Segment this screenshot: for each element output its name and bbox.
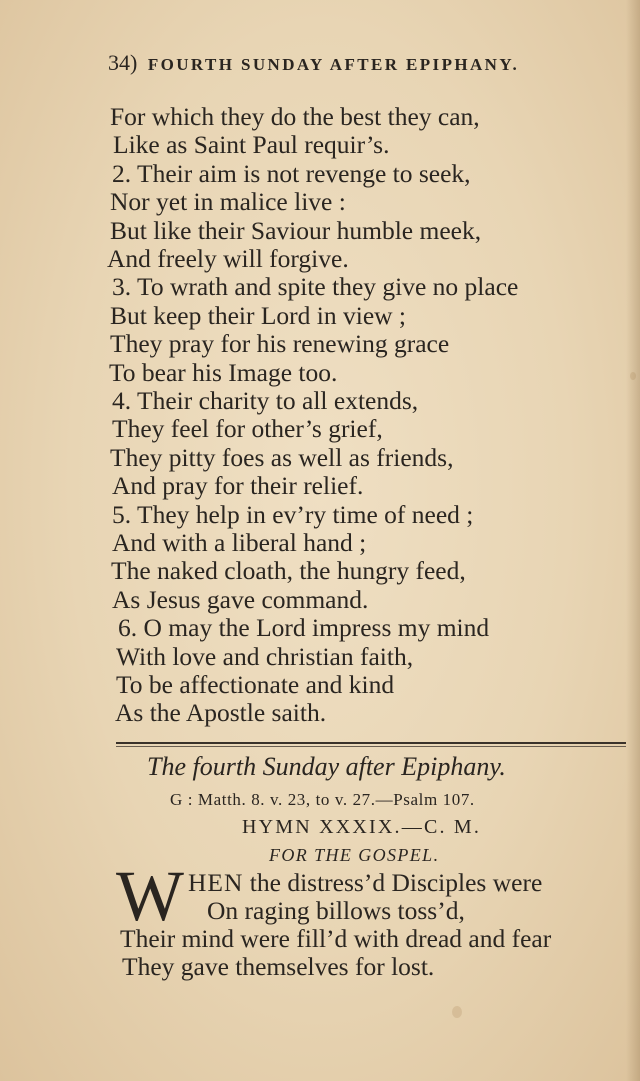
running-title: FOURTH SUNDAY AFTER EPIPHANY. [147,55,520,74]
hymn-line: To bear his Image too. [109,357,338,387]
paper-stain [452,1006,462,1018]
hymn-line: They pray for his renewing grace [110,329,450,359]
hymn-line: As the Apostle saith. [115,698,327,728]
hymn-line: They pitty foes as well as friends, [110,442,454,472]
page-edge-shadow [626,0,640,1081]
new-hymn-line [188,869,542,897]
hymn-line: Like as Saint Paul requir’s. [113,130,390,160]
paper-stain [630,372,636,380]
hymn-line: To be affectionate and kind [116,670,395,699]
first-word: HEN [188,868,244,897]
hymn-line: 2. Their aim is not revenge to seek, [112,158,471,188]
hymn-line: Nor yet in malice live : [110,187,346,217]
hymn-line: 6. O may the Lord impress my mind [118,613,490,643]
drop-cap: W [116,856,184,936]
hymn-line: For which they do the best they can, [110,102,480,131]
page-number: 34) [108,50,138,75]
hymn-line: And with a liberal hand ; [112,528,367,557]
running-head [108,50,618,76]
new-hymn-line: On raging billows toss’d, [207,896,465,925]
new-hymn-line: They gave themselves for lost. [122,952,435,981]
hymn-subtitle: FOR THE GOSPEL. [269,845,440,865]
line-text: the distress’d Disciples were [243,868,543,897]
section-rule [116,742,626,744]
hymn-line: 5. They help in ev’ry time of need ; [112,499,474,529]
section-rule-thin [116,746,626,747]
section-title: The fourth Sunday after Epiphany. [147,752,506,781]
hymn-line: But like their Saviour humble meek, [110,215,482,245]
hymn-line: And freely will forgive. [107,244,349,273]
hymn-line: But keep their Lord in view ; [110,300,407,330]
hymn-line: The naked cloath, the hungry feed, [111,556,466,586]
scripture-reading: G : Matth. 8. v. 23, to v. 27.—Psalm 107. [170,790,475,809]
hymn-line: 4. Their charity to all extends, [112,386,419,415]
hymn-line: With love and christian faith, [116,641,414,671]
hymn-line: And pray for their relief. [112,471,364,501]
hymn-line: As Jesus gave command. [112,584,369,614]
hymn-line: 3. To wrath and spite they give no place [112,272,519,302]
new-hymn-line: Their mind were fill’d with dread and fear [120,924,552,953]
hymn-line: They feel for other’s grief, [112,414,383,444]
hymn-number: HYMN XXXIX.—C. M. [242,816,482,838]
